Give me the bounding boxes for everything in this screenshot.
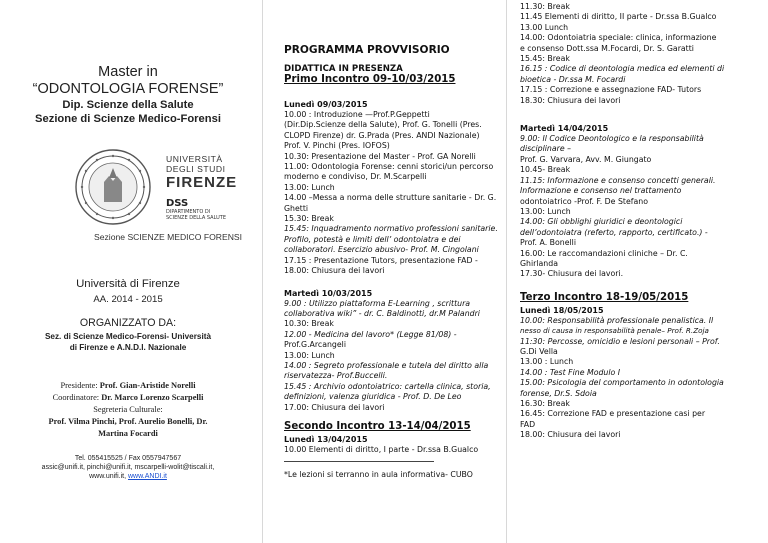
schedule-line: 10.00: Responsabilità professionale penalistica. Il xyxy=(520,315,714,325)
schedule-line: Ghetti xyxy=(284,203,309,213)
footnote-rule xyxy=(284,461,434,462)
schedule-line: 10.30: Presentazione del Master - Prof. GA Norelli xyxy=(284,151,476,161)
schedule-line: 11.00: Odontologia Forense: cenni storici/un percorso xyxy=(284,162,494,172)
schedule-line: 11:30: Percosse, omicidio e lesioni personali – Prof. xyxy=(520,336,720,346)
schedule-line: odontoiatrico -Prof. F. De Stefano xyxy=(520,196,648,206)
schedule-line: 15.45: Break xyxy=(520,54,570,64)
schedule-line: 16.45: Correzione FAD e presentazione casi per xyxy=(520,409,706,419)
academic-year: AA. 2014 - 2015 xyxy=(93,294,163,305)
schedule-line: 9.00: Il Codice Deontologico e la responsabilità xyxy=(520,134,704,144)
secretariat-names-line1: Prof. Vilma Pinchi, Prof. Aurelio Bonelli, Dr. xyxy=(48,417,208,426)
day-heading: Martedì 10/03/2015 xyxy=(284,288,373,298)
master-title-line2: “ODONTOLOGIA FORENSE” xyxy=(32,81,224,97)
organizer-line2: di Firenze e A.N.D.I. Nazionale xyxy=(69,343,187,352)
program-column-middle xyxy=(284,44,498,480)
schedule-line: 18.00: Chiusura dei lavori xyxy=(284,266,385,276)
schedule-line: 15.00: Psicologia del comportamento in odontologia xyxy=(520,378,724,388)
day-heading: Lunedì 18/05/2015 xyxy=(520,305,604,315)
web-links xyxy=(0,473,256,480)
schedule-line: forense, Dr.S. Sdoia xyxy=(520,388,597,398)
schedule-line: 13.00: Lunch xyxy=(284,182,335,192)
schedule-line: Prof. A. Bonelli xyxy=(520,238,577,248)
dss-subtitle-line1: DIPARTIMENTO DI xyxy=(166,209,211,215)
schedule-line: 13.00: Lunch xyxy=(284,350,335,360)
secretariat-names-line2: Martina Focardi xyxy=(98,429,158,438)
schedule-line: 10.00 : Introduzione —Prof.P.Geppetti xyxy=(284,110,430,119)
schedule-line: Prof. G. Varvara, Avv. M. Giungato xyxy=(520,154,652,164)
schedule-line: 15.45 : Archivio odontoiatrico: cartella clinica, storia, xyxy=(284,381,491,391)
day3-continued-schedule xyxy=(520,2,760,106)
schedule-line: e consenso Dott.ssa M.Focardi, Dr. S. Garatti xyxy=(520,43,694,53)
schedule-line: 16.15 : Codice di deontologia medica ed elementi di xyxy=(520,64,725,74)
coordinator-name: Dr. Marco Lorenzo Scarpelli xyxy=(101,393,204,402)
column-divider-left xyxy=(262,0,263,543)
column-divider-right xyxy=(506,0,507,543)
schedule-line: Profilo, potestà e limiti dell’ odontoiatra e dei xyxy=(284,234,461,244)
president-name: Prof. Gian-Aristide Norelli xyxy=(99,381,196,390)
schedule-line: 11.15: Informazione e consenso concetti generali. xyxy=(520,175,716,185)
dss-logo xyxy=(166,198,256,226)
schedule-line: 14.00 : Segreto professionale e tutela del diritto alla xyxy=(284,360,489,370)
third-meeting-heading: Terzo Incontro 18-19/05/2015 xyxy=(520,291,689,303)
schedule-line: definizioni, valenza giuridica - Prof. D. De Leo xyxy=(284,392,462,402)
schedule-line: 11.45 Elementi di diritto, II parte - Dr.ssa B.Gualco xyxy=(520,12,717,22)
schedule-line: 14.00 –Messa a norma delle strutture sanitarie - Dr. G. xyxy=(284,193,497,203)
schedule-line: FAD xyxy=(520,419,536,429)
program-column-right xyxy=(520,2,760,441)
schedule-line: 17.30- Chiusura dei lavori. xyxy=(520,269,624,279)
schedule-line: CLOPD Firenze) dr. G.Prada (Pres. ANDI Nazionale) xyxy=(284,130,480,140)
president-line xyxy=(0,381,256,390)
organizer-line1: Sez. di Scienze Medico-Forensi- Università xyxy=(44,332,212,341)
schedule-line: bioetica - Dr.ssa M. Focardi xyxy=(520,74,626,84)
schedule-line: 10.30: Break xyxy=(284,319,334,329)
day-heading: Martedì 14/04/2015 xyxy=(520,124,609,134)
schedule-line: (Dir.Dip.Scienze della Salute), Prof. G. Tonelli (Pres. xyxy=(284,120,482,130)
schedule-line: 15.30: Break xyxy=(284,214,334,224)
section-label: Sezione SCIENZE MEDICO FORENSI xyxy=(94,232,243,242)
university-name-line2: DEGLI STUDI xyxy=(166,164,226,174)
university-name-line3: FIRENZE xyxy=(166,174,238,191)
schedule-line: 18.00: Chiusura dei lavori xyxy=(520,430,621,440)
second-meeting-heading: Secondo Incontro 13-14/04/2015 xyxy=(284,420,471,432)
schedule-line: 13.00 : Lunch xyxy=(520,357,574,367)
master-title-line1: Master in xyxy=(98,64,158,80)
university-logo xyxy=(74,148,238,226)
schedule-line: 15.45: Inquadramento normativo professioni sanitarie. xyxy=(284,224,498,234)
university-name-line1: UNIVERSITÀ xyxy=(166,154,223,164)
footnote: *Le lezioni si terranno in aula informativa- CUBO xyxy=(284,470,473,480)
florence-university-seal-icon xyxy=(74,148,152,226)
schedule-line: 9.00 : Utilizzo piattaforma E-Learning , scrittura xyxy=(284,298,471,308)
web-link-unifi: www.unifi.it, xyxy=(89,473,128,480)
schedule-line: 18.30: Chiusura dei lavori xyxy=(520,95,621,105)
phone-fax: Tel. 055415525 / Fax 0557947567 xyxy=(74,455,182,462)
schedule-line: 13.00: Lunch xyxy=(520,206,571,216)
schedule-line: 13.00 Lunch xyxy=(520,22,569,32)
master-title xyxy=(0,64,256,98)
president-label: Presidente: xyxy=(60,381,100,390)
schedule-line: 16.30: Break xyxy=(520,399,570,408)
day4-schedule xyxy=(520,134,760,280)
schedule-line: 17.15 : Presentazione Tutors, presentazione FAD - xyxy=(284,255,478,265)
schedule-line: nesso di causa in responsabilità penale– Prof. R.Zoja xyxy=(520,326,709,336)
day1-schedule xyxy=(284,110,498,277)
schedule-line: 11.30: Break xyxy=(520,2,570,11)
schedule-line: 14.00: Gli obblighi giuridici e deontologici xyxy=(520,217,683,227)
schedule-line: collaboratori. Esercizio abusivo- Prof. M. Cingolani xyxy=(284,245,479,255)
university-name-block xyxy=(166,154,256,192)
schedule-line: 12.00 - Medicina del lavoro* (Legge 81/08) - xyxy=(284,329,457,339)
department-line2: Sezione di Scienze Medico-Forensi xyxy=(35,113,221,125)
organized-by-label: ORGANIZZATO DA: xyxy=(79,317,177,329)
web-link-andi[interactable]: www.ANDI.it xyxy=(128,473,167,480)
program-heading: PROGRAMMA PROVVISORIO xyxy=(284,44,450,56)
day-heading: Lunedì 13/04/2015 xyxy=(284,434,368,444)
schedule-line: 16.00: Le raccomandazioni cliniche – Dr. C. xyxy=(520,248,688,258)
didattica-heading: DIDATTICA IN PRESENZA xyxy=(284,64,403,74)
cover-column xyxy=(0,0,256,543)
schedule-line: 17.00: Chiusura dei lavori xyxy=(284,402,385,412)
first-meeting-heading: Primo Incontro 09-10/03/2015 xyxy=(284,74,456,85)
schedule-line: collaborativa wiki” - dr. C. Baldinotti, dr.M Palandri xyxy=(284,308,480,318)
dss-subtitle xyxy=(166,209,256,221)
schedule-line: G.Di Vella xyxy=(520,346,558,356)
schedule-line: 17.15 : Correzione e assegnazione FAD- Tutors xyxy=(520,85,702,95)
schedule-line: 10.00 Elementi di diritto, I parte - Dr.ssa B.Gualco xyxy=(284,444,479,454)
schedule-line: 10.45- Break xyxy=(520,165,571,175)
email-list: assic@unifi.it, pinchi@unifi.it, mscarpelli-wolit@tiscali.it, xyxy=(41,464,215,471)
schedule-line: Ghirlanda xyxy=(520,258,558,268)
dss-acronym: DSS xyxy=(166,198,189,209)
secretariat-label: Segreteria Culturale: xyxy=(93,405,163,414)
coordinator-line xyxy=(0,393,256,402)
department-line1: Dip. Scienze della Salute xyxy=(62,99,194,111)
day-heading: Lunedì 09/03/2015 xyxy=(284,100,368,109)
schedule-line: Prof. V. Pinchi (Pres. IOFOS) xyxy=(284,141,390,151)
schedule-line: dell’odontoiatra (referto, rapporto, certificato.) - xyxy=(520,227,708,237)
schedule-line: disciplinare – xyxy=(520,144,572,154)
coordinator-label: Coordinatore: xyxy=(52,393,102,402)
dss-subtitle-line2: SCIENZE DELLA SALUTE xyxy=(166,215,227,221)
schedule-line: 14.00 : Test Fine Modulo I xyxy=(520,367,621,377)
schedule-line: moderno e condiviso, Dr. M.Scarpelli xyxy=(284,172,427,182)
day2-schedule xyxy=(284,299,494,413)
schedule-line: 14.00: Odontoiatria speciale: clinica, informazione xyxy=(520,33,717,43)
university-name: Università di Firenze xyxy=(76,278,180,290)
schedule-line: Informazione e consenso nel trattamento xyxy=(520,186,682,196)
day5-schedule xyxy=(520,316,760,441)
schedule-line: riservatezza- Prof.Buccelli. xyxy=(284,371,388,381)
schedule-line: Prof.G.Arcangeli xyxy=(284,340,346,350)
